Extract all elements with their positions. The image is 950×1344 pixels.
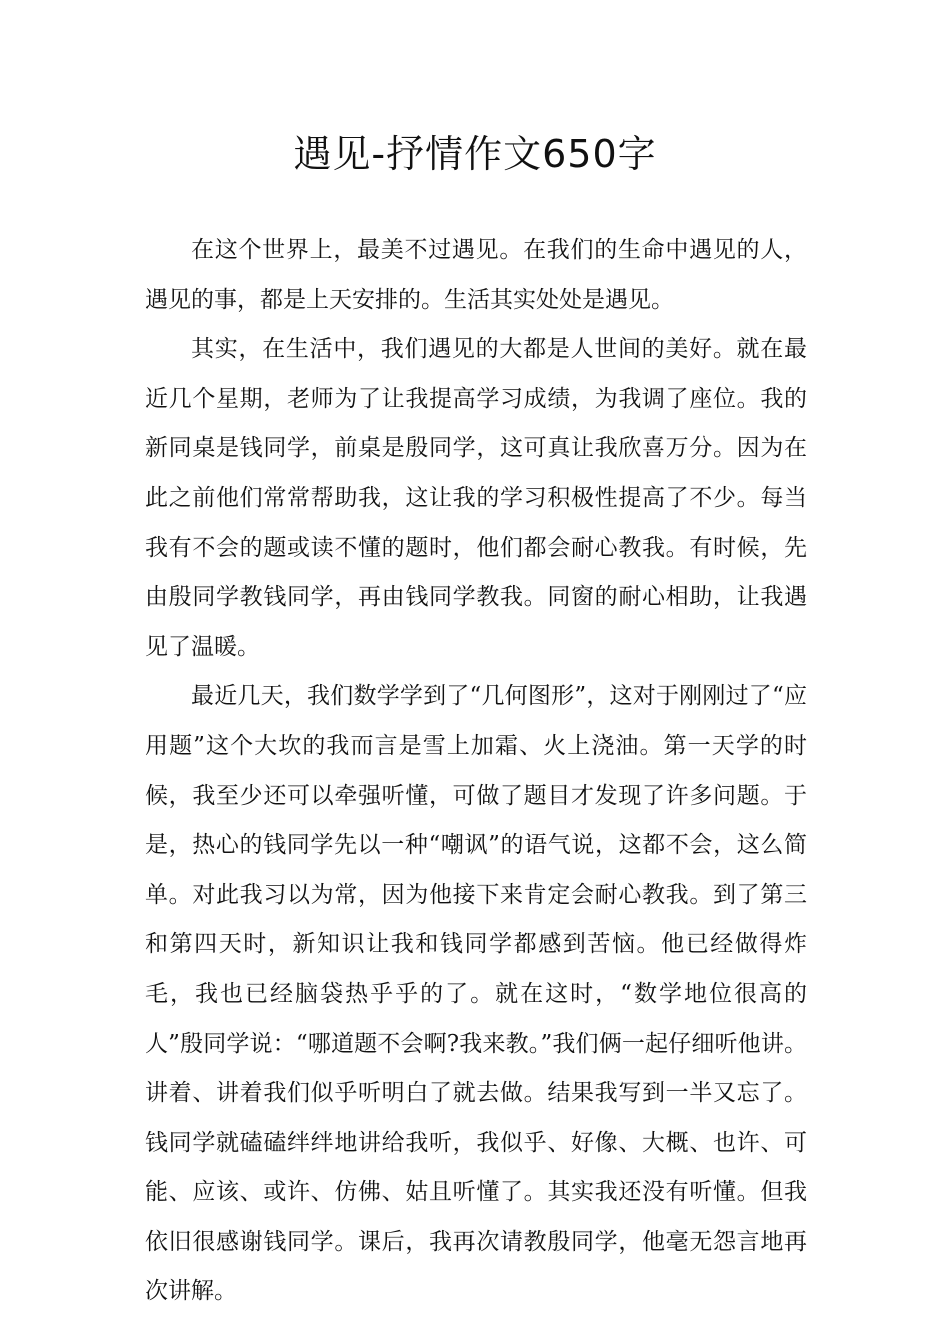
paragraph-2: 其实，在生活中，我们遇见的大都是人世间的美好。就在最近几个星期，老师为了让我提高学习成绩，为我调了座位。我的新同桌是钱同学，前桌是殷同学，这可真让我欣喜万分。因为在此之前他们常常帮助我，这让我的学习积极性提高了不少。每当我有不会的题或读不懂的题时，他们都会耐心教我。有时候，先由殷同学教钱同学，再由钱同学教我。同窗的耐心相助，让我遇见了温暖。	[145, 336, 807, 660]
paragraph-1: 在这个世界上，最美不过遇见。在我们的生命中遇见的人，遇见的事，都是上天安排的。生活其实处处是遇见。	[145, 237, 807, 313]
essay-body	[145, 226, 807, 1317]
paragraph-3: 最近几天，我们数学学到了“几何图形”，这对于刚刚过了“应用题”这个大坎的我而言是雪上加霜、火上浇油。第一天学的时候，我至少还可以牵强听懂，可做了题目才发现了许多问题。于是，热心的钱同学先以一种“嘲讽”的语气说，这都不会，这么简单。对此我习以为常，因为他接下来肯定会耐心教我。到了第三和第四天时，新知识让我和钱同学都感到苦恼。他已经做得炸毛，我也已经脑袋热乎乎的了。就在这时，“数学地位很高的人”殷同学说：“哪道题不会啊?我来教。”我们俩一起仔细听他讲。讲着、讲着我们似乎听明白了就去做。结果我写到一半又忘了。钱同学就磕磕绊绊地讲给我听，我似乎、好像、大概、也许、可能、应该、或许、仿佛、姑且听懂了。其实我还没有听懂。但我依旧很感谢钱同学。课后，我再次请教殷同学，他毫无怨言地再次讲解。	[145, 683, 807, 1305]
page-title: 遇见-抒情作文650字	[293, 132, 657, 176]
